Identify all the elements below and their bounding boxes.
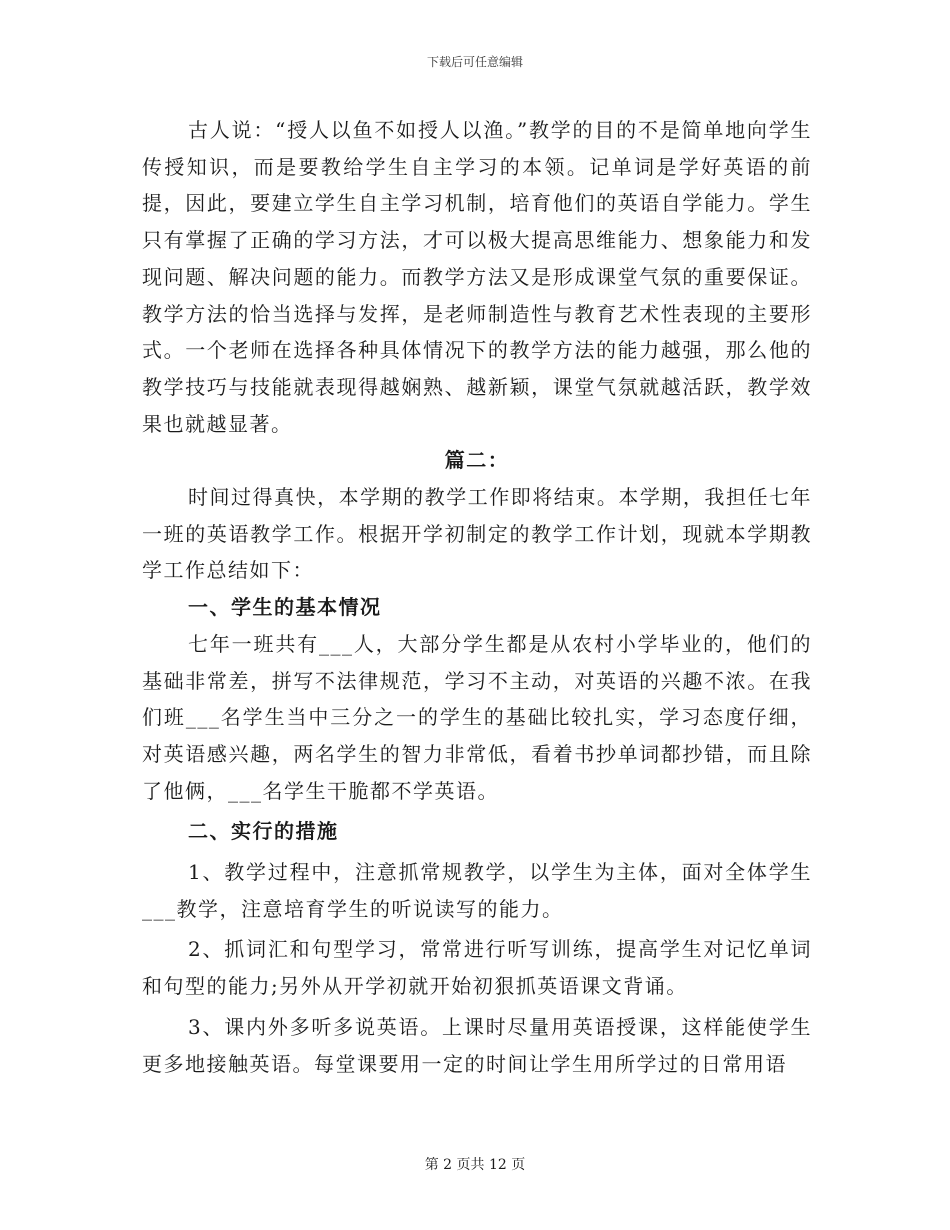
paragraph-measure-3: 3、课内外多听多说英语。上课时尽量用英语授课，这样能使学生更多地接触英语。每堂课要用一定的时间让学生用所学过的日常用语 bbox=[142, 1014, 812, 1076]
paragraph-student-situation: 七年一班共有___人，大部分学生都是从农村小学毕业的，他们的基础非常差，拼写不法律规范，学习不主动，对英语的兴趣不浓。在我们班___名学生当中三分之一的学生的基础比较扎实，学习态度仔细，对英语感兴趣，两名学生的智力非常低，看着书抄单词都抄错，而且除了他俩，___名学生干脆都不学英语。 bbox=[142, 631, 812, 803]
document-body bbox=[142, 112, 812, 1082]
section-title-part-two: 篇二： bbox=[444, 448, 510, 473]
paragraph-intro: 古人说：“授人以鱼不如授人以渔。”教学的目的不是简单地向学生传授知识，而是要教给学生自主学习的本领。记单词是学好英语的前提，因此，要建立学生自主学习机制，培育他们的英语自学能力。学生只有掌握了正确的学习方法，才可以极大提高思维能力、想象能力和发现问题、解决问题的能力。而教学方法又是形成课堂气氛的重要保证。教学方法的恰当选择与发挥，是老师制造性与教育艺术性表现的主要形式。一个老师在选择各种具体情况下的教学方法的能力越强，那么他的教学技巧与技能就表现得越娴熟、越新颖，课堂气氛就越活跃，教学效果也就越显著。 bbox=[142, 118, 812, 436]
heading-measures: 二、实行的措施 bbox=[188, 819, 339, 844]
paragraph-measure-1: 1、教学过程中，注意抓常规教学，以学生为主体，面对全体学生___教学，注意培育学生的听说读写的能力。 bbox=[142, 860, 812, 921]
page-header: 下载后可任意编辑 bbox=[426, 55, 523, 69]
page-footer: 第 2 页共 12 页 bbox=[424, 1157, 526, 1173]
heading-student-situation: 一、学生的基本情况 bbox=[188, 595, 382, 620]
paragraph-summary-intro: 时间过得真快，本学期的教学工作即将结束。本学期，我担任七年一班的英语教学工作。根据开学初制定的教学工作计划，现就本学期教学工作总结如下： bbox=[142, 485, 812, 583]
paragraph-measure-2: 2、抓词汇和句型学习，常常进行听写训练，提高学生对记忆单词和句型的能力;另外从开学初就开始初狠抓英语课文背诵。 bbox=[142, 937, 812, 999]
